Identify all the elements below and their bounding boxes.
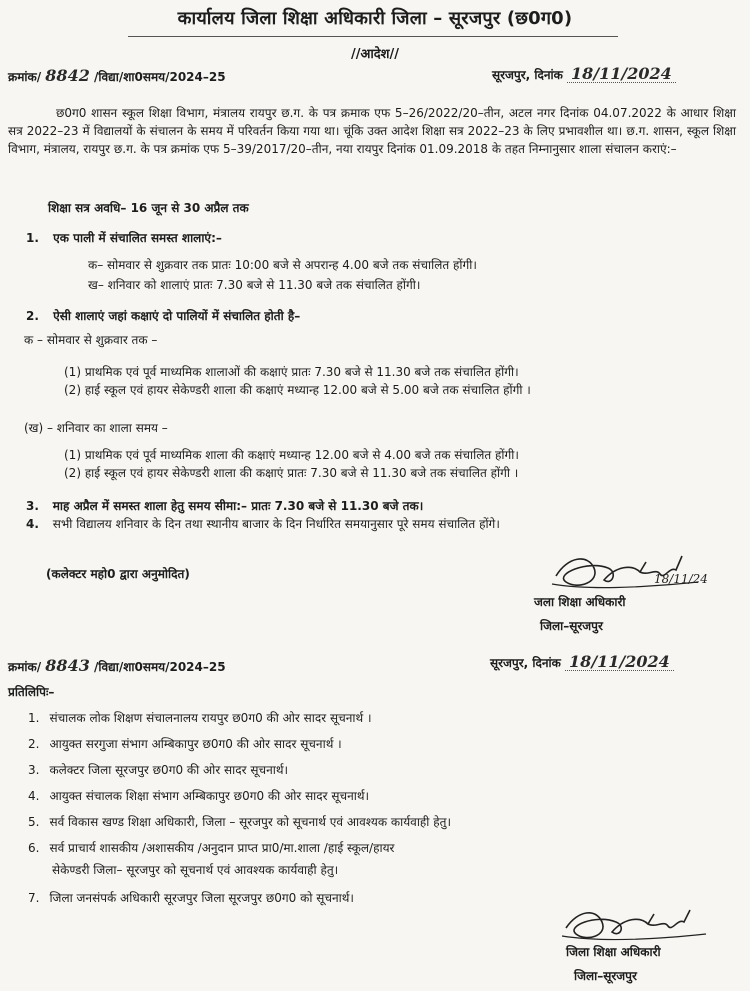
order-heading: //आदेश//: [350, 47, 400, 62]
signatory-designation-1: जला शिक्षा अधिकारी: [534, 595, 626, 609]
section-2a-item: (1) प्राथमिक एवं पूर्व माध्यमिक शालाओं की कक्षाएं प्रातः 7.30 बजे से 11.30 बजे तक संचालित होंगी।: [64, 365, 519, 379]
intro-paragraph: छ0ग0 शासन स्कूल शिक्षा विभाग, मंत्रालय रायपुर छ.ग. के पत्र क्रमाक एफ 5–26/2022/20–तीन, अटल नगर दिनांक 04.07.2022 के आधार शिक्षा सत्र 2022–23 में विद्यालयों के संचालन के समय में परिवर्तन किया गया था। चूंकि उक्त आदेश शिक्षा सत्र 2022–23 के लिए प्रभावशील था। छ.ग. शासन, स्कूल शिक्षा विभाग, मंत्रालय, रायपुर छ.ग. के पत्र क्रमांक एफ 5–39/2017/20–तीन, नया रायपुर दिनांक 01.09.2018 के तहत निम्नानुसार शाला संचालन कराएं:–: [8, 106, 736, 156]
office-title: कार्यालय जिला शिक्षा अधिकारी जिला – सूरजपुर (छ0ग0): [177, 8, 573, 29]
copy-item: 1. संचालक लोक शिक्षण संचालनालय रायपुर छ0ग0 की ओर सादर सूचनार्थ ।: [28, 711, 372, 725]
point-4: 4. सभी विद्यालय शनिवार के दिन तथा स्थानीय बाजार के दिन निर्धारित समयानुसार पूरे समय संचालित होंगे।: [26, 517, 500, 531]
section-1-item: ख– शनिवार को शालाएं प्रातः 7.30 बजे से 11.30 बजे तक संचालित होंगी।: [88, 278, 421, 292]
date-handwritten: 18/11/2024: [567, 66, 676, 83]
signatory-district-1: जिला–सूरजपुर: [540, 619, 603, 633]
signatory-designation-2: जिला शिक्षा अधिकारी: [566, 945, 661, 959]
copy-item: 2. आयुक्त सरगुजा संभाग अम्बिकापुर छ0ग0 की ओर सादर सूचनार्थ ।: [28, 737, 342, 751]
signature-1: [548, 546, 718, 596]
place-date-2: सूरजपुर, दिनांक 18/11/2024: [490, 654, 674, 671]
signature-scribble-icon: [560, 902, 710, 946]
copy-item: 5. सर्व विकास खण्ड शिक्षा अधिकारी, जिला – सूरजपुर को सूचनार्थ एवं आवश्यक कार्यवाही हेतु।: [28, 815, 451, 829]
ref-number-handwritten: 8842: [45, 66, 90, 85]
session-duration: शिक्षा सत्र अवधि– 16 जून से 30 अप्रैल तक: [48, 201, 249, 215]
section-2b-item: (2) हाई स्कूल एवं हायर सेकेण्डरी शाला की कक्षाएं प्रातः 7.30 बजे से 11.30 बजे तक संचालित होंगी ।: [64, 466, 519, 480]
ref-suffix: /विद्या/शा0समय/2024–25: [94, 70, 226, 84]
signature-2: [560, 902, 710, 946]
copy-item: 3. कलेक्टर जिला सूरजपुर छ0ग0 की ओर सादर सूचनार्थ।: [28, 763, 289, 777]
section-2a-item: (2) हाई स्कूल एवं हायर सेकेण्डरी शाला की कक्षाएं मध्यान्ह 12.00 बजे से 5.00 बजे तक संचालित होंगी ।: [64, 383, 531, 397]
ref-prefix: क्रमांक/: [8, 70, 42, 84]
section-2a-heading: क – सोमवार से शुक्रवार तक –: [24, 333, 158, 347]
ref-number-line-1: [8, 68, 226, 85]
section-2-heading: 2. ऐसी शालाएं जहां कक्षाएं दो पालियों में संचालित होती है–: [26, 309, 301, 323]
section-1-heading: 1. एक पाली में संचालित समस्त शालाएं:–: [26, 231, 222, 245]
point-3: 3. माह अप्रैल में समस्त शाला हेतु समय सीमा:– प्रातः 7.30 बजे से 11.30 बजे तक।: [26, 499, 424, 513]
copy-item: 7. जिला जनसंपर्क अधिकारी सूरजपुर जिला सूरजपुर छ0ग0 को सूचनार्थ।: [28, 891, 354, 905]
title-underline: [128, 36, 618, 37]
section-2b-item: (1) प्राथमिक एवं पूर्व माध्यमिक शाला की कक्षाएं मध्यान्ह 12.00 बजे से 4.00 बजे तक संचालित होंगी।: [64, 448, 519, 462]
section-1-item: क– सोमवार से शुक्रवार तक प्रातः 10:00 बजे से अपरान्ह 4.00 बजे तक संचालित होंगी।: [88, 258, 477, 272]
signature-scribble-icon: [548, 546, 718, 596]
ref-number-line-2: क्रमांक/ 8843 /विद्या/शा0समय/2024–25: [8, 656, 226, 675]
copy-item: 4. आयुक्त संचालक शिक्षा संभाग अम्बिकापुर छ0ग0 की ओर सादर सूचनार्थ।: [28, 789, 370, 803]
copies-label: प्रतिलिपिः–: [8, 685, 55, 699]
signatory-district-2: जिला–सूरजपुर: [574, 969, 637, 983]
ref-number-handwritten: 8843: [45, 656, 90, 675]
section-2b-heading: (ख) – शनिवार का शाला समय –: [24, 421, 168, 435]
place-date-1: [492, 66, 676, 83]
copy-item-continuation: सेकेण्डरी जिला– सूरजपुर को सूचनार्थ एवं आवश्यक कार्यवाही हेतु।: [52, 863, 339, 877]
date-handwritten: 18/11/2024: [565, 654, 674, 671]
copy-item: 6. सर्व प्राचार्य शासकीय /अशासकीय /अनुदान प्राप्त प्रा0/मा.शाला /हाई स्कूल/हायर: [28, 841, 395, 855]
collector-approval: (कलेक्टर महो0 द्वारा अनुमोदित): [46, 567, 190, 581]
place-date-label: सूरजपुर, दिनांक: [492, 68, 563, 82]
signature-1-date: 18/11/24: [654, 572, 708, 586]
